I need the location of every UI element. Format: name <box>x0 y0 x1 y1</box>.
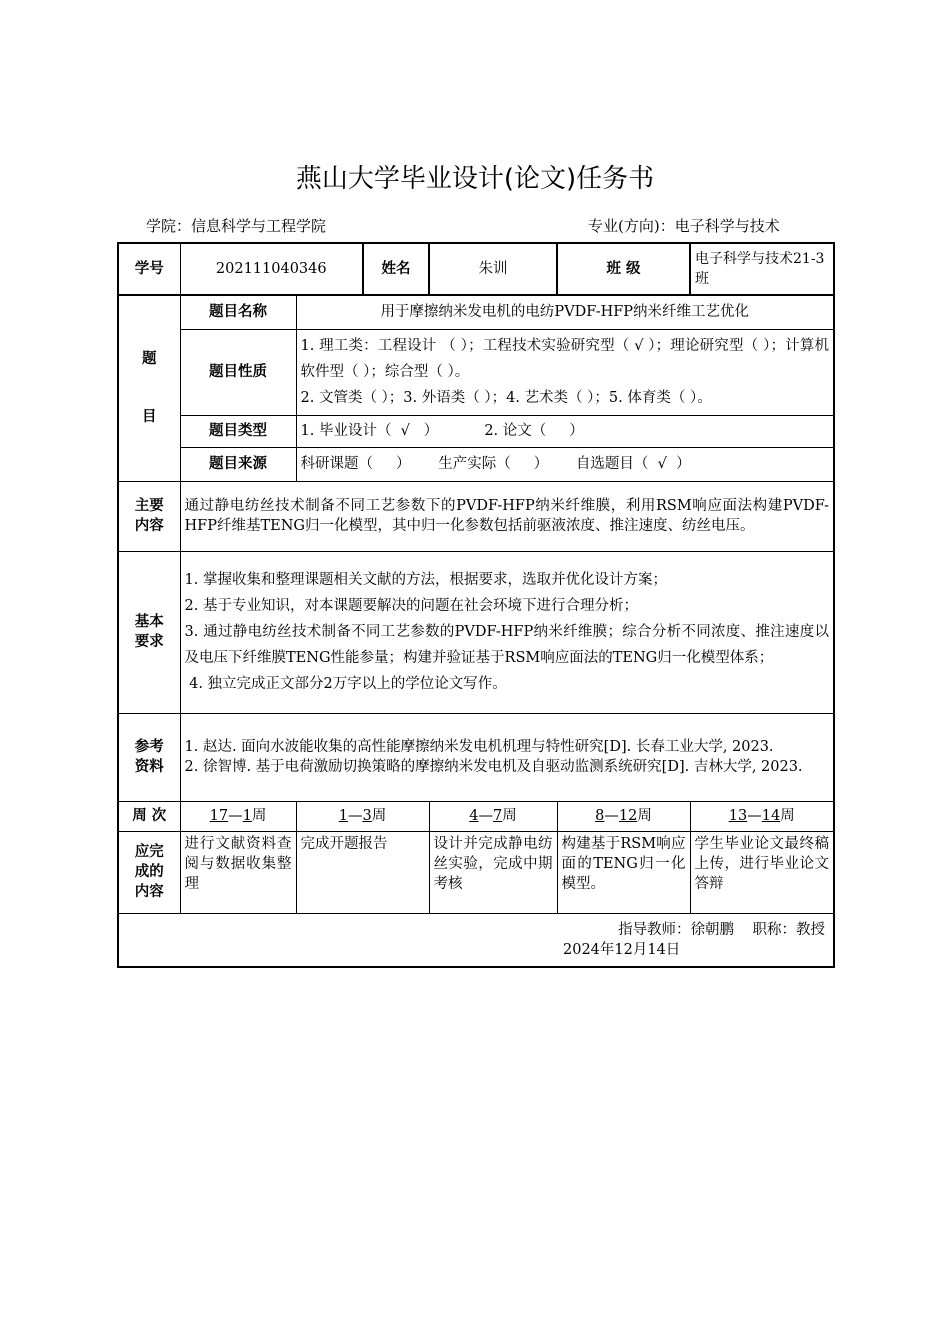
student-id-label: 学号 <box>118 243 180 295</box>
task-cell: 设计并完成静电纺丝实验，完成中期考核 <box>429 831 557 913</box>
topic-group-label <box>118 295 180 481</box>
tasks-row <box>118 831 834 913</box>
topic-label-1: 题 <box>142 351 157 368</box>
task-cell: 学生毕业论文最终稿上传，进行毕业论文答辩 <box>690 831 834 913</box>
advisor-label: 指导教师： <box>618 921 691 938</box>
task-cell: 构建基于RSM响应面的TENG归一化模型。 <box>557 831 690 913</box>
advisor-name: 徐朝鹏 <box>690 921 735 938</box>
main-content-row <box>118 481 834 551</box>
topic-source-label: 题目来源 <box>180 447 296 481</box>
week-range: 1—3周 <box>296 801 429 831</box>
tasks-label-text: 应完成的内容 <box>134 844 164 900</box>
major-label: 专业(方向)： <box>588 217 675 235</box>
task-cell: 进行文献资料查阅与数据收集整理 <box>180 831 296 913</box>
requirements-label <box>118 551 180 713</box>
schedule-label: 周 次 <box>118 801 180 831</box>
topic-name-row <box>118 295 834 329</box>
student-info-row <box>118 243 834 295</box>
class-value: 电子科学与技术21-3班 <box>690 243 834 295</box>
name-label: 姓名 <box>363 243 429 295</box>
reference-item: 2. 徐智博. 基于电荷激励切换策略的摩擦纳米发电机及自驱动监测系统研究[D]. 吉林大学, 2023. <box>184 759 803 775</box>
topic-nature-value <box>296 329 834 415</box>
topic-name-label: 题目名称 <box>180 295 296 329</box>
topic-nature-row <box>118 329 834 415</box>
topic-label-2: 目 <box>142 409 157 426</box>
reference-item: 1. 赵达. 面向水波能收集的高性能摩擦纳米发电机机理与特性研究[D]. 长春工业大学, 2023. <box>184 739 774 755</box>
requirements-list <box>180 551 834 713</box>
requirement-item: 3. 通过静电纺丝技术制备不同工艺参数的PVDF-HFP纳米纤维膜；综合分析不同浓度、推注速度以及电压下纤维膜TENG性能参量；构建并验证基于RSM响应面法的TENG归一化模型体系； <box>184 624 829 666</box>
references-label <box>118 713 180 801</box>
signature-row <box>118 913 834 967</box>
signature-cell <box>118 913 834 967</box>
college-value: 信息科学与工程学院 <box>191 217 327 235</box>
topic-source-row <box>118 447 834 481</box>
advisor-title: 教授 <box>796 921 825 938</box>
requirement-item: 2. 基于专业知识，对本课题要解决的问题在社会环境下进行合理分析； <box>184 598 638 614</box>
class-label: 班 级 <box>557 243 690 295</box>
topic-type-value: 1. 毕业设计（ √ ） 2. 论文（ ） <box>296 415 834 447</box>
name-value: 朱训 <box>429 243 557 295</box>
advisor-line <box>123 920 829 940</box>
topic-nature-line-2: 2. 文管类（ ）；3. 外语类（ ）；4. 艺术类（ ）；5. 体育类（ ）。 <box>300 390 712 406</box>
week-range: 8—12周 <box>557 801 690 831</box>
sign-date: 2024年12月14日 <box>563 941 681 958</box>
college-label: 学院： <box>146 217 192 235</box>
topic-source-value: 科研课题（ ） 生产实际（ ） 自选题目（ √ ） <box>296 447 834 481</box>
college-info <box>146 215 326 236</box>
advisor-title-label: 职称： <box>752 921 796 938</box>
topic-type-row <box>118 415 834 447</box>
topic-name-value: 用于摩擦纳米发电机的电纺PVDF-HFP纳米纤维工艺优化 <box>296 295 834 329</box>
topic-type-label: 题目类型 <box>180 415 296 447</box>
topic-nature-line-1: 1. 理工类：工程设计 （ ）；工程技术实验研究型（ √ ）；理论研究型（ ）；计算机软件型（ ）；综合型（ ）。 <box>300 338 829 380</box>
major-value: 电子科学与技术 <box>674 217 780 235</box>
requirements-label-text: 基本要求 <box>134 614 164 650</box>
main-content-value: 通过静电纺丝技术制备不同工艺参数下的PVDF-HFP纳米纤维膜，利用RSM响应面法构建PVDF-HFP纤维基TENG归一化模型，其中归一化参数包括前驱液浓度、推注速度、纺丝电压。 <box>180 481 834 551</box>
major-info <box>588 215 780 236</box>
requirement-item: 4. 独立完成正文部分2万字以上的学位论文写作。 <box>184 676 507 692</box>
requirements-row <box>118 551 834 713</box>
tasks-label <box>118 831 180 913</box>
references-label-text: 参考资料 <box>134 739 164 775</box>
page-title: 燕山大学毕业设计(论文)任务书 <box>295 164 655 194</box>
student-id-value: 202111040346 <box>180 243 363 295</box>
references-row <box>118 713 834 801</box>
week-range: 13—14周 <box>690 801 834 831</box>
topic-nature-label: 题目性质 <box>180 329 296 415</box>
week-range: 4—7周 <box>429 801 557 831</box>
main-content-label <box>118 481 180 551</box>
schedule-row <box>118 801 834 831</box>
task-table <box>117 242 835 968</box>
week-range: 17—1周 <box>180 801 296 831</box>
main-content-label-text: 主要内容 <box>134 498 164 534</box>
references-list <box>180 713 834 801</box>
requirement-item: 1. 掌握收集和整理课题相关文献的方法，根据要求，选取并优化设计方案； <box>184 572 667 588</box>
task-cell: 完成开题报告 <box>296 831 429 913</box>
